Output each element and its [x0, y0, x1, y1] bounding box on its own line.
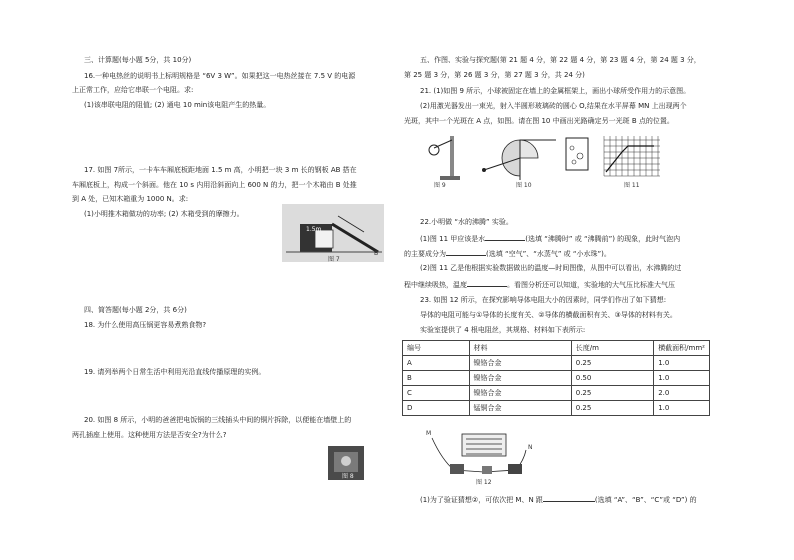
section-3-title: 三、计算题(每小题 5分，共 10分): [84, 56, 192, 64]
table-cell: B: [403, 371, 470, 386]
q22-blank-3[interactable]: [467, 279, 507, 287]
figure-11-drawing: [564, 134, 662, 190]
figure-7-height-label: 1.5m: [306, 226, 322, 233]
table-cell: 1.0: [654, 356, 710, 371]
table-cell: 镍铬合金: [469, 371, 571, 386]
ammeter: [450, 464, 464, 474]
q23-line-3: 实验室提供了 4 根电阻丝，其规格、材料如下表所示:: [420, 326, 586, 334]
figure-7-caption: 图 7: [328, 256, 340, 263]
q19-text: 19. 请列举两个日常生活中利用光沿直线传播原理的实例。: [84, 368, 266, 376]
q18-text: 18. 为什么使用高压锅更容易煮熟食物?: [84, 321, 207, 329]
table-cell: 0.50: [571, 371, 653, 386]
q17-line-4: (1)小明推木箱做功的功率; (2) 木箱受到的摩擦力。: [84, 210, 244, 218]
table-cell: D: [403, 401, 470, 416]
table-cell: 镍铬合金: [469, 386, 571, 401]
q20-line-1: 20. 如图 8 所示，小明的爸爸把电饭锅的三线插头中间的铜片拆除，以便能在墙壁上的: [84, 416, 352, 424]
q17-line-3: 到 A 处，已知木箱重为 1000 N。求:: [72, 195, 189, 203]
q22-title: 22.小明做 “水的沸腾” 实验。: [420, 218, 513, 226]
q22-part4-line: [404, 279, 675, 290]
table-cell: 0.25: [571, 356, 653, 371]
table-row: [403, 356, 710, 371]
figure-8-caption: 图 8: [342, 473, 354, 480]
table-header: 材料: [469, 341, 571, 356]
figure-9-frame-ball: [424, 134, 464, 188]
q16-line-1: 16.一种电热丝的说明书上标明规格是 “6V 3 W”。如果把这一电热丝接在 7.5 V 的电源: [84, 72, 356, 80]
q21-line-1: 21. (1)如图 9 所示，小球被固定在墙上的金属框架上，画出小球所受作用力的示意图。: [420, 87, 691, 95]
q22-part1-b: (选填 “沸腾时” 或 “沸腾前”) 的现象，此时气泡内: [525, 235, 681, 243]
resistor-spec-table: [402, 340, 710, 416]
figure-12-caption: 图 12: [476, 479, 492, 486]
table-row: [403, 401, 710, 416]
battery: [508, 464, 522, 474]
q22-part2-a: 的主要成分为: [404, 250, 446, 258]
q17-line-2: 车厢底板上，构成一个斜面。他在 10 s 内用沿斜面向上 600 N 的力，把一个木箱由 B 处推: [72, 181, 357, 189]
figure-8-photo: [328, 446, 364, 480]
q22-part4-b: 。看图分析还可以知道，实验地的大气压比标准大气压: [507, 281, 675, 289]
section-5-line-2: 第 25 题 3 分，第 26 题 3 分，第 27 题 3 分，共 24 分): [404, 71, 585, 79]
section-5-line-1: 五、作图、实验与探究题(第 21 题 4 分，第 22 题 4 分，第 23 题 4 分，第 24 题 3 分，: [420, 56, 701, 64]
table-cell: 2.0: [654, 386, 710, 401]
table-cell: 1.0: [654, 401, 710, 416]
table-cell: A: [403, 356, 470, 371]
table-header: 长度/m: [571, 341, 653, 356]
figure-9-caption: 图 9: [434, 182, 446, 189]
q23-part1-a: (1)为了验证猜想②，可依次把 M、N 跟: [420, 496, 543, 504]
q22-part2-line: [404, 248, 611, 259]
q23-line-1: 23. 如图 12 所示，在探究影响导体电阻大小的因素时，同学们作出了如下猜想:: [420, 296, 667, 304]
resistor-board: [462, 434, 506, 456]
figure-11-boiling: [564, 134, 662, 190]
q22-part2-b: (选填 “空气”、“水蒸气” 或 “小水珠”)。: [486, 250, 611, 258]
table-cell: 0.25: [571, 401, 653, 416]
q17-line-1: 17. 如图 7所示，一卡车车厢底板距地面 1.5 m 高，小明把一块 3 m 长的钢板 AB 搭在: [84, 166, 357, 174]
q16-line-2: 上正常工作，应给它串联一个电阻。求:: [72, 86, 194, 94]
q23-part1-line: [420, 494, 697, 505]
table-row: [403, 386, 710, 401]
q23-line-2: 导体的电阻可能与①导体的长度有关、②导体的横截面积有关、③导体的材料有关。: [420, 311, 677, 319]
q23-blank-1[interactable]: [543, 494, 595, 502]
q21-line-3: 光斑，其中一个光斑在 A 点，如图。请在图 10 中画出光路确定另一光斑 B 点的位置。: [404, 117, 674, 125]
figure-10-caption: 图 10: [516, 182, 532, 189]
q22-part1-line: [420, 233, 680, 244]
table-cell: 锰铜合金: [469, 401, 571, 416]
table-cell: 0.25: [571, 386, 653, 401]
q20-line-2: 两孔插座上使用。这种使用方法是否安全?为什么?: [72, 431, 227, 439]
figure-7-point-b: B: [374, 250, 379, 257]
q16-line-3: (1)该串联电阻的阻值; (2) 通电 10 min该电阻产生的热量。: [84, 101, 271, 109]
table-header: 横截面积/mm²: [654, 341, 710, 356]
figure-11-caption: 图 11: [624, 182, 640, 189]
figure-12-circuit: [424, 430, 536, 486]
q21-line-2: (2)用激光器发出一束光，射入半圆形玻璃砖的圆心 O,结果在水平屏幕 MN 上出现两个: [420, 102, 687, 110]
table-header-row: [403, 341, 710, 356]
q22-blank-2[interactable]: [446, 248, 486, 256]
figure-10-semicircle: [480, 136, 556, 188]
figure-7-incline: [282, 204, 384, 262]
table-cell: C: [403, 386, 470, 401]
q22-part3-line: (2)图 11 乙是他根据实验数据做出的温度—时间图像，从图中可以看出，水沸腾的过: [420, 264, 682, 272]
table-cell: 镍铬合金: [469, 356, 571, 371]
section-4-title: 四、简答题(每小题 2分，共 6分): [84, 306, 187, 314]
q23-part1-b: (选填 “A”、“B”、“C”或 “D”) 的: [594, 496, 697, 504]
switch: [482, 466, 492, 474]
table-row: [403, 371, 710, 386]
figure-12-point-n: N: [528, 444, 533, 451]
q22-part1-a: (1)图 11 甲应该是水: [420, 235, 486, 243]
q22-blank-1[interactable]: [485, 233, 525, 241]
table-header: 编号: [403, 341, 470, 356]
q22-part4-a: 程中继续吸热，温度: [404, 281, 467, 289]
table-cell: 1.0: [654, 371, 710, 386]
figure-12-point-m: M: [426, 430, 432, 437]
